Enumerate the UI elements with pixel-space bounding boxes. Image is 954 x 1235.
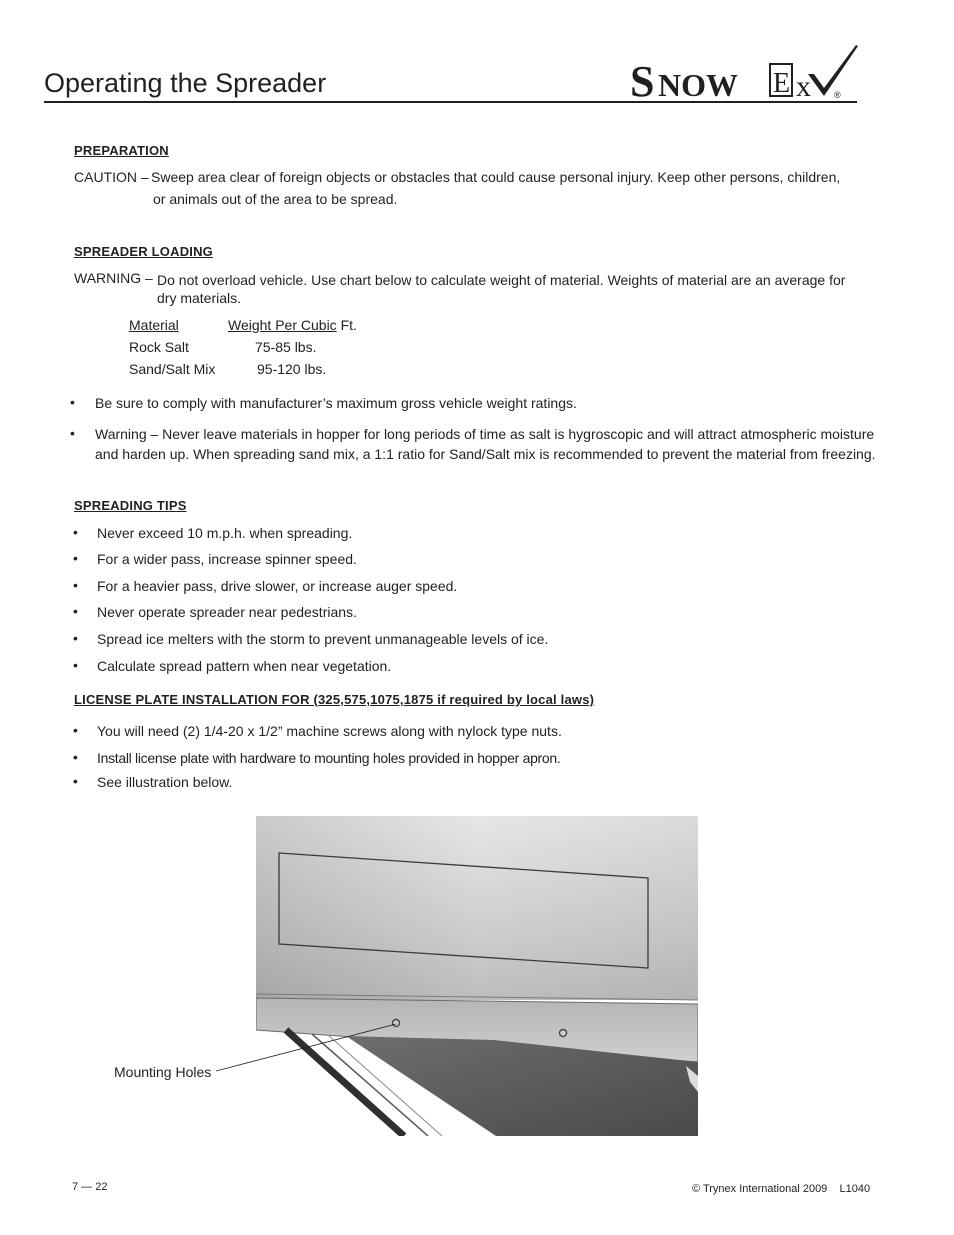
list-item: Warning – Never leave materials in hopper for long periods of time as salt is hygroscopic and will attract atmospheric moisture and harden up. When spreading sand mix, a 1:1 ratio for Sand/Salt mix is recommended to prevent the material from freezing. bbox=[95, 426, 876, 462]
mounting-holes-callout: Mounting Holes bbox=[114, 1064, 212, 1080]
bullet-dot: • bbox=[73, 657, 78, 673]
table-header-material: Material bbox=[129, 317, 179, 333]
table-cell-material: Sand/Salt Mix bbox=[129, 361, 216, 377]
logo-registered-mark: ® bbox=[834, 90, 841, 100]
bullet-dot: • bbox=[73, 603, 78, 619]
list-item: For a heavier pass, drive slower, or increase auger speed. bbox=[97, 578, 458, 594]
warning-text-line1: Do not overload vehicle. Use chart below to calculate weight of material. Weights of material are an average for bbox=[157, 272, 846, 288]
bullet-dot: • bbox=[73, 577, 78, 593]
table-header-weight bbox=[228, 317, 357, 333]
caution-text-line1: Sweep area clear of foreign objects or obstacles that could cause personal injury. Keep other persons, children, bbox=[151, 169, 841, 185]
table-cell-weight: 75-85 lbs. bbox=[255, 339, 317, 355]
spreader-loading-heading: SPREADER LOADING bbox=[74, 244, 213, 259]
bullet-dot: • bbox=[73, 630, 78, 646]
list-item: Calculate spread pattern when near vegetation. bbox=[97, 658, 392, 674]
table-header-weight-label: Weight Per Cubic bbox=[228, 317, 337, 333]
preparation-heading: PREPARATION bbox=[74, 143, 169, 158]
header-rule bbox=[44, 101, 857, 103]
copyright-notice: © Trynex International 2009 L1040 bbox=[692, 1183, 871, 1195]
list-item: You will need (2) 1/4-20 x 1/2” machine screws along with nylock type nuts. bbox=[97, 723, 562, 739]
list-item: See illustration below. bbox=[97, 774, 233, 790]
logo-checkmark bbox=[808, 45, 858, 96]
snowex-logo bbox=[628, 44, 860, 100]
list-item: Install license plate with hardware to mounting holes provided in hopper apron. bbox=[97, 750, 561, 766]
bullet-dot: • bbox=[73, 550, 78, 566]
table-header-weight-suffix: Ft. bbox=[340, 317, 357, 333]
table-cell-material: Rock Salt bbox=[129, 339, 189, 355]
logo-letter-e: E bbox=[773, 68, 791, 99]
table-cell-weight: 95-120 lbs. bbox=[257, 361, 327, 377]
logo-letter-s: S bbox=[630, 57, 655, 100]
caution-text-line2: or animals out of the area to be spread. bbox=[153, 191, 398, 207]
bullet-dot: • bbox=[73, 773, 78, 789]
list-item: Spread ice melters with the storm to prevent unmanageable levels of ice. bbox=[97, 631, 549, 647]
list-item: Be sure to comply with manufacturer’s maximum gross vehicle weight ratings. bbox=[95, 395, 577, 411]
logo-letters-now: NOW bbox=[658, 67, 738, 100]
license-plate-heading: LICENSE PLATE INSTALLATION FOR (325,575,1075,1875 if required by local laws) bbox=[74, 692, 595, 707]
bullet-dot: • bbox=[73, 524, 78, 540]
warning-label: WARNING – bbox=[74, 270, 153, 286]
list-item: Never exceed 10 m.p.h. when spreading. bbox=[97, 525, 353, 541]
page-title: Operating the Spreader bbox=[44, 68, 327, 98]
logo-letter-x: x bbox=[796, 70, 811, 100]
caution-label: CAUTION – bbox=[74, 169, 149, 185]
bullet-dot: • bbox=[73, 722, 78, 738]
mounting-hole bbox=[560, 1030, 567, 1037]
spreading-tips-heading: SPREADING TIPS bbox=[74, 498, 187, 513]
list-item: Never operate spreader near pedestrians. bbox=[97, 604, 357, 620]
list-item: For a wider pass, increase spinner speed. bbox=[97, 551, 357, 567]
hopper-apron-illustration bbox=[256, 816, 698, 1136]
bullet-dot: • bbox=[70, 394, 75, 410]
warning-text-line2: dry materials. bbox=[157, 290, 242, 306]
callout-leader-line bbox=[214, 1020, 404, 1080]
bullet-dot: • bbox=[70, 425, 75, 441]
bullet-dot: • bbox=[73, 749, 78, 765]
page-number: 7 — 22 bbox=[72, 1181, 108, 1193]
